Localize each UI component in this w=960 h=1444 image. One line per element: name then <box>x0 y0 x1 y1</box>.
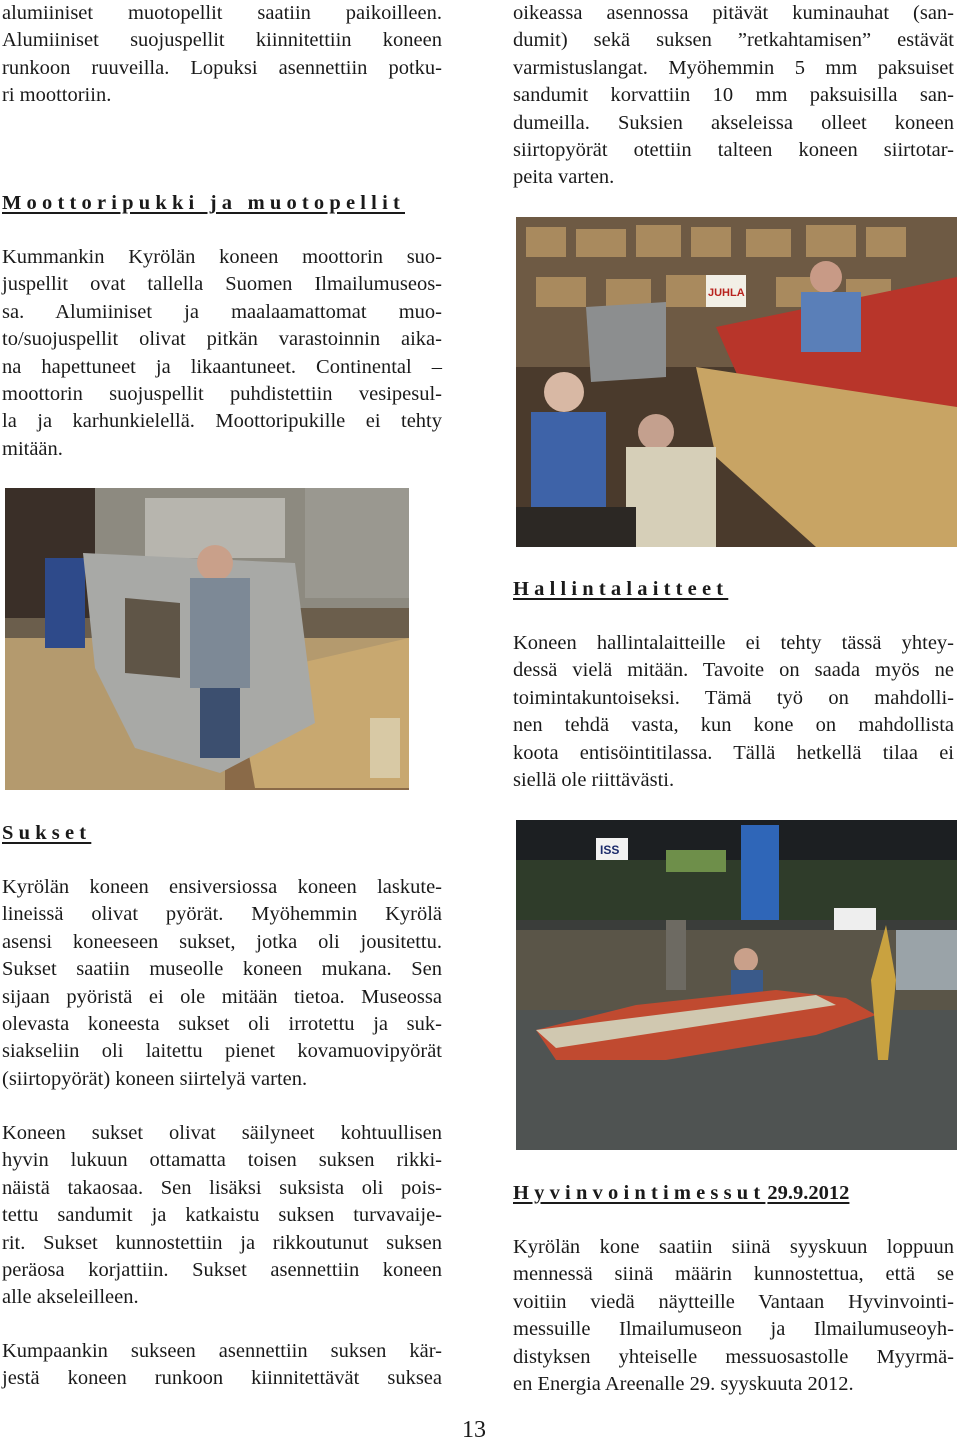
skis-paragraph-2: Koneen sukset olivat säilyneet kohtuullisen hyvin lukuun ottamatta toisen suksen rikki- näistä takaosaa. Sen lisäksi suksista oli pois- tettu sandumit ja katkaistu suksen turvavaije- rit. Sukset kunnostettiin ja rikkoutunut suksen peräosa korjattiin. Sukset asennettiin koneen alle akseleilleen. <box>2 1122 442 1309</box>
intro-paragraph: alumiiniset muotopellit saatiin paikoilleen. Alumiiniset suojuspellit kiinnitettiin koneen runkoon ruuveilla. Lopuksi asennettiin potku- ri moottoriin. <box>2 2 442 107</box>
skis-paragraph-1: Kyrölän koneen ensiversiossa koneen laskute- lineissä olivat pyörät. Myöhemmin Kyrölä asensi koneeseen sukset, jotka oli jousitettu. Sukset saatiin museolle koneen mukana. Sen sijaan pyöristä ei ole mitään tietoa. Museossa olevasta koneesta sukset oli irrotettu ja suk- siakseliin oli laitettu pienet kovamuovipyörät (siirtopyörät) koneen siirtelyä varten. <box>2 876 442 1090</box>
skis-paragraph-3: Kumpaankin sukseen asennettiin suksen kär- jestä koneen runkoon kiinnitettävät suksea <box>2 1340 442 1390</box>
photo-sign-juhla: JUHLA <box>708 287 745 299</box>
heading-engine-mount: Moottoripukki ja muotopellit <box>2 192 405 214</box>
skis-continued-paragraph: oikeassa asennossa pitävät kuminauhat (san- dumit) sekä suksen ”retkahtamisen” estävät varmistuslangat. Myöhemmin 5 mm paksuiset sandumit korvattiin 10 mm paksuisilla san- dumeilla. Suksien akseleissa olleet koneen siirtopyörät otettiin talteen koneen siirtotar- peita varten. <box>513 2 954 189</box>
heading-skis: Sukset <box>2 822 92 844</box>
photo-cowling-cleaning <box>5 488 409 790</box>
page-number: 13 <box>462 1417 486 1443</box>
photo-exhibition-hall <box>516 820 957 1150</box>
controls-paragraph: Koneen hallintalaitteille ei tehty tässä yhtey- dessä vielä mitään. Tavoite on saada myös ne toimintakuntoiseksi. Tämä työ on mahdolli- nen tehdä vasta, kun kone on mahdollista koota entisöintitilassa. Tällä hetkellä tilaa ei siellä ole riittävästi. <box>513 632 954 792</box>
photo-workshop-repair <box>516 217 957 547</box>
heading-controls: Hallintalaitteet <box>513 578 729 600</box>
photo-sign-iss: ISS <box>600 843 620 857</box>
heading-wellbeing-fair: Hyvinvointimessut29.9.2012 <box>513 1182 850 1204</box>
engine-paragraph: Kummankin Kyrölän koneen moottorin suo- juspellit ovat tallella Suomen Ilmailumuseos- sa. Alumiiniset ja maalaamattomat muo- to/suojuspellit olivat pitkän varastoinnin aika- na hapettuneet ja likaantuneet. Continental – moottorin suojuspellit puhdistettiin vesipesul- la ja karhunkielellä. Moottoripukille ei tehty mitään. <box>2 246 442 460</box>
fair-paragraph: Kyrölän kone saatiin siinä syyskuun loppuun mennessä siinä määrin kunnostettua, että se voitiin viedä näytteille Vantaan Hyvinvointi- messuille Ilmailumuseon ja Ilmailumuseoyh- distyksen yhteiselle messuosastolle Myyrmä- en Energia Areenalle 29. syyskuuta 2012. <box>513 1236 954 1396</box>
